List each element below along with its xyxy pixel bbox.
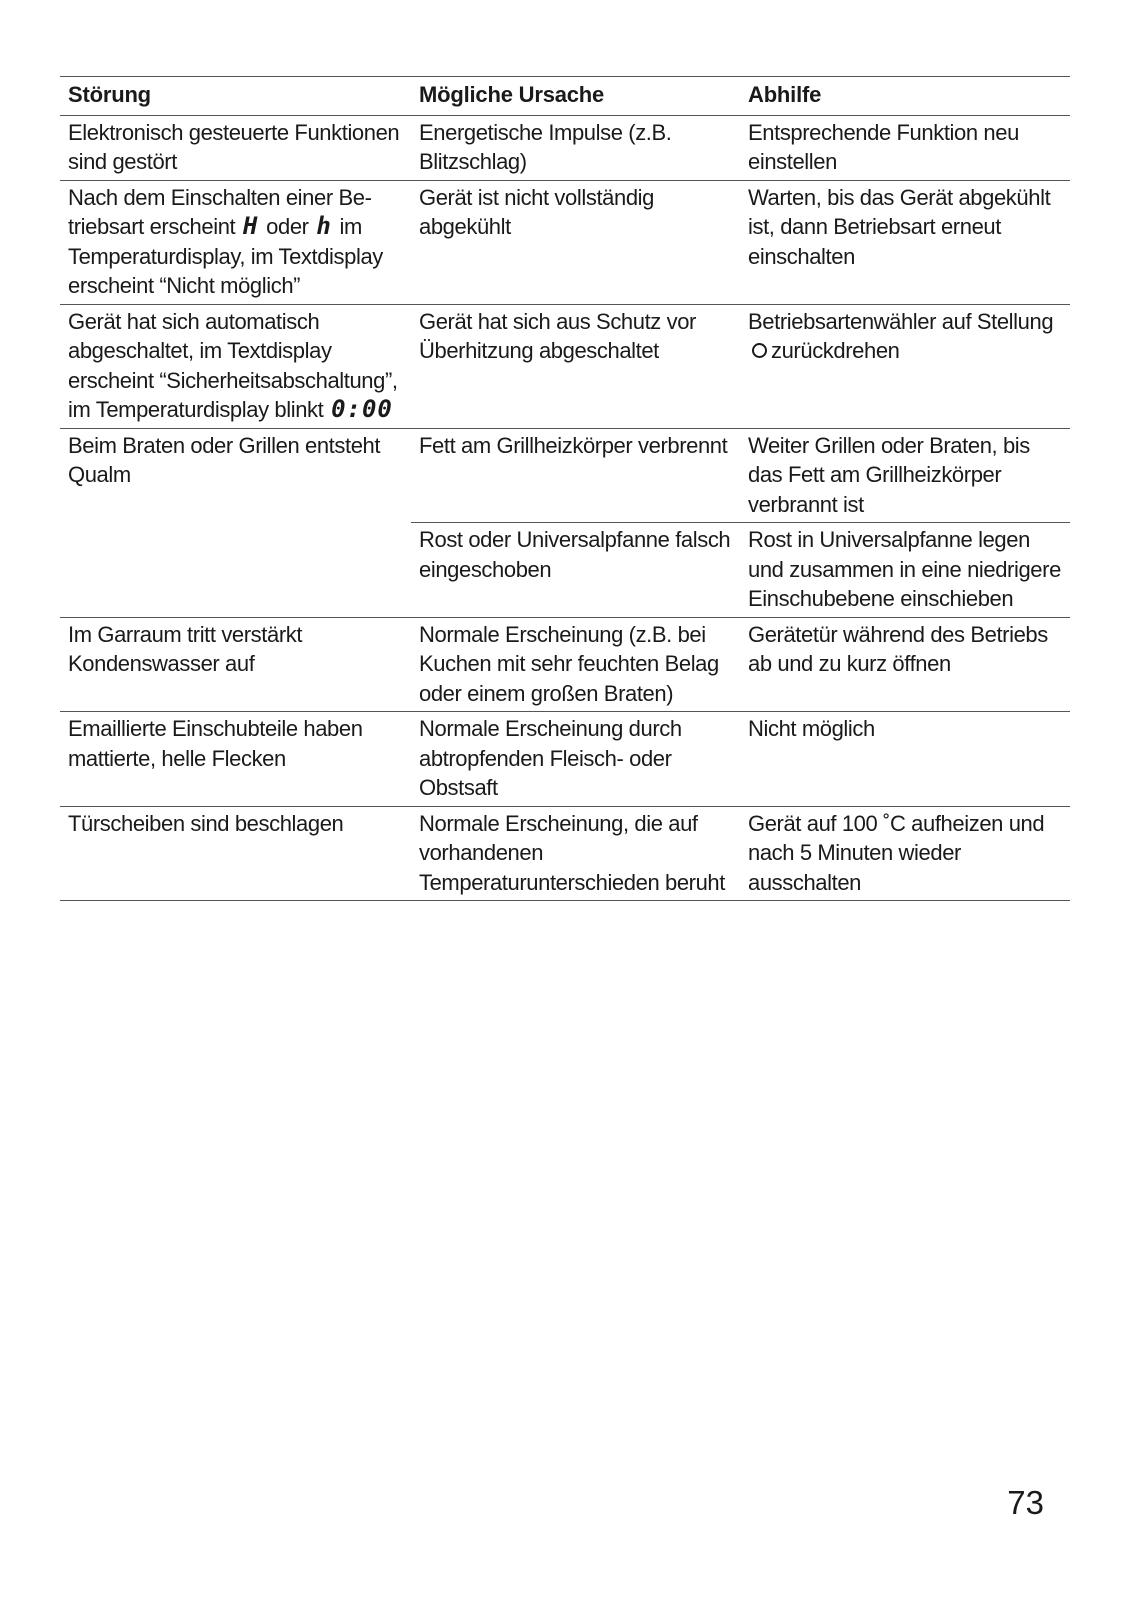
cause-cell: Normale Erscheinung durch abtropfenden Fleisch- oder Obstsaft [411,712,740,807]
table-row [60,617,1070,712]
display-symbol-H: H [242,212,259,240]
fault-cell: Elektronisch gesteuerte Funktionen sind gestört [60,115,411,180]
cause-cell: Energetische Impulse (z.B. Blitzschlag) [411,115,740,180]
header-remedy: Abhilfe [740,77,1070,116]
remedy-text: Betriebsartenwähler auf Stellung [748,308,1054,334]
table-row [60,180,1070,304]
header-cause: Mögliche Ursache [411,77,740,116]
fault-cell [60,304,411,428]
fault-text: im Temperaturdisplay, im Textdisplay erscheint “Nicht möglich” [68,214,383,298]
display-symbol-h: h [316,212,332,240]
fault-cell: Emaillierte Einschubteile haben mattierte, helle Flecken [60,712,411,807]
display-symbol-time: 0:00 [331,395,393,423]
fault-text: oder [266,214,309,239]
table-row [60,115,1070,180]
fault-cell: Beim Braten oder Grillen entsteht Qualm [60,428,411,617]
page-number: 73 [1007,1484,1044,1521]
remedy-cell: Gerät auf 100 ˚C aufheizen und nach 5 Minuten wieder ausschalten [740,806,1070,901]
table-row [60,806,1070,901]
remedy-cell: Weiter Grillen oder Braten, bis das Fett am Grillheizkörper verbrannt ist [740,428,1070,523]
fault-cell: Im Garraum tritt verstärkt Kondenswasser auf [60,617,411,712]
table-row [60,712,1070,807]
cause-cell: Fett am Grillheizkörper verbrennt [411,428,740,523]
remedy-cell [740,304,1070,428]
troubleshooting-table [60,76,1070,901]
fault-cell [60,180,411,304]
table-header-row [60,77,1070,116]
fault-cell: Türscheiben sind beschlagen [60,806,411,901]
remedy-cell: Entsprechende Funktion neu einstellen [740,115,1070,180]
remedy-cell: Warten, bis das Gerät abgekühlt ist, dann Betriebsart erneut einschalten [740,180,1070,304]
cause-cell: Normale Erscheinung, die auf vorhandenen Temperaturunterschieden beruht [411,806,740,901]
header-fault: Störung [60,77,411,116]
table-row [60,304,1070,428]
fault-text: Nach dem Einschalten einer Be-triebsart erscheint [68,184,372,239]
cause-cell: Gerät ist nicht vollständig abgekühlt [411,180,740,304]
remedy-cell: Nicht möglich [740,712,1070,807]
remedy-text: zurückdrehen [771,338,900,363]
cause-cell: Rost oder Universalpfanne falsch eingeschoben [411,523,740,618]
cause-cell: Gerät hat sich aus Schutz vor Überhitzung abgeschaltet [411,304,740,428]
remedy-cell: Rost in Universalpfanne legen und zusammen in eine niedrigere Einschubebene einschieben [740,523,1070,618]
remedy-cell: Gerätetür während des Betriebs ab und zu kurz öffnen [740,617,1070,712]
fault-text: Gerät hat sich automatisch abgeschaltet, im Textdisplay erscheint “Sicherheitsabschaltung”, im Temperaturdisplay blinkt [68,308,398,422]
troubleshooting-page [60,76,1070,901]
cause-cell: Normale Erscheinung (z.B. bei Kuchen mit sehr feuchten Belag oder einem großen Braten) [411,617,740,712]
table-row [60,428,1070,523]
off-position-ring-icon [752,343,767,358]
